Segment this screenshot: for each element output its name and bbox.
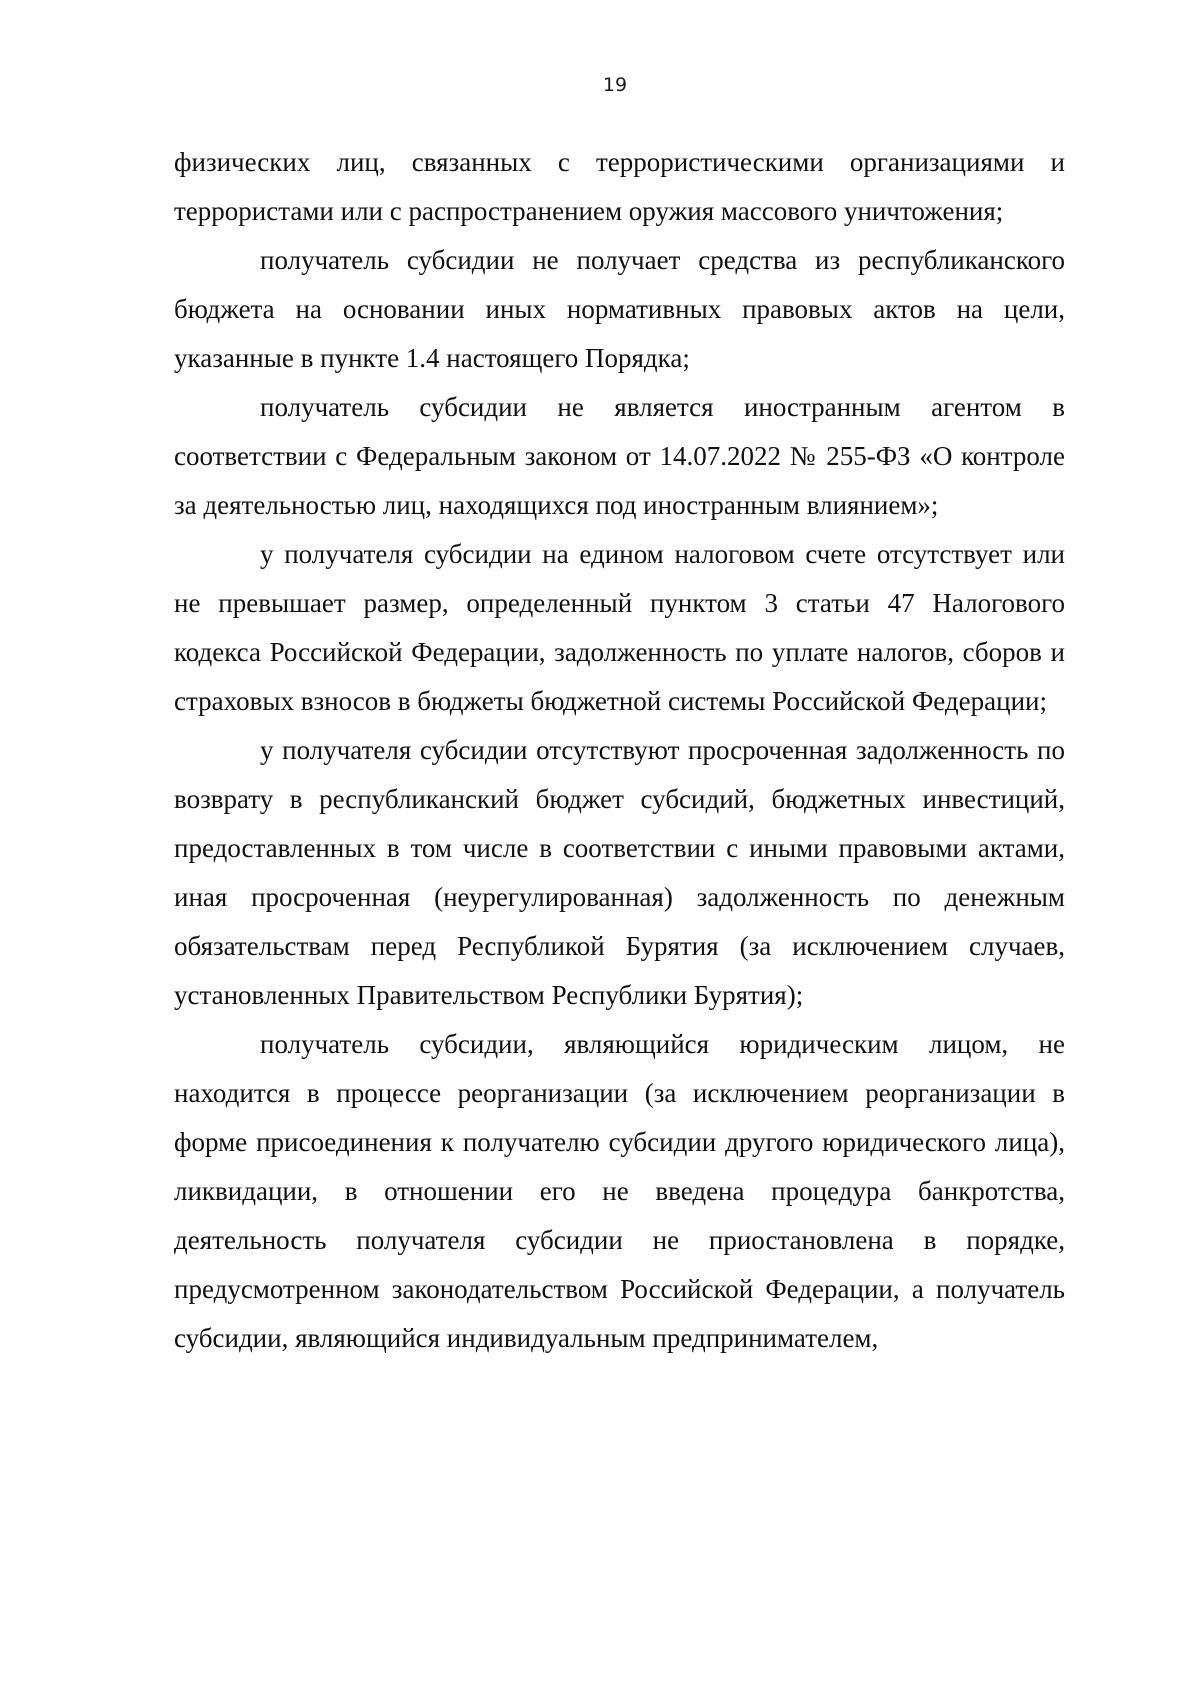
- document-body: [174, 138, 1065, 1363]
- paragraph-terrorist-links-continuation: физических лиц, связанных с террористическими организациями и террористами или с распространением оружия массового уничтожения;: [174, 147, 1065, 226]
- paragraph-tax-debt: у получателя субсидии на едином налоговом счете отсутствует или не превышает размер, определенный пунктом 3 статьи 47 Налогового кодекса Российской Федерации, задолженность по уплате налогов, сборов и страховых взносов в бюджеты бюджетной системы Российской Федерации;: [174, 539, 1065, 716]
- paragraph-no-other-budget-funds: получатель субсидии не получает средства из республиканского бюджета на основании иных нормативных правовых актов на цели, указанные в пункте 1.4 настоящего Порядка;: [174, 245, 1065, 373]
- page-number: 19: [602, 74, 628, 96]
- paragraph-reorganization-status: получатель субсидии, являющийся юридическим лицом, не находится в процессе реорганизации (за исключением реорганизации в форме присоединения к получателю субсидии другого юридического лица), ликвидации, в отношении его не введена процедура банкротства, деятельность получателя субсидии не приостановлена в порядке, предусмотренном законодательством Российской Федерации, а получатель субсидии, являющийся индивидуальным предпринимателем,: [174, 1029, 1065, 1353]
- paragraph-not-foreign-agent: получатель субсидии не является иностранным агентом в соответствии с Федеральным законом от 14.07.2022 № 255-ФЗ «О контроле за деятельностью лиц, находящихся под иностранным влиянием»;: [174, 392, 1065, 520]
- paragraph-overdue-debt: у получателя субсидии отсутствуют просроченная задолженность по возврату в республиканский бюджет субсидий, бюджетных инвестиций, предоставленных в том числе в соответствии с иными правовыми актами, иная просроченная (неурегулированная) задолженность по денежным обязательствам перед Республикой Бурятия (за исключением случаев, установленных Правительством Республики Бурятия);: [174, 735, 1065, 1010]
